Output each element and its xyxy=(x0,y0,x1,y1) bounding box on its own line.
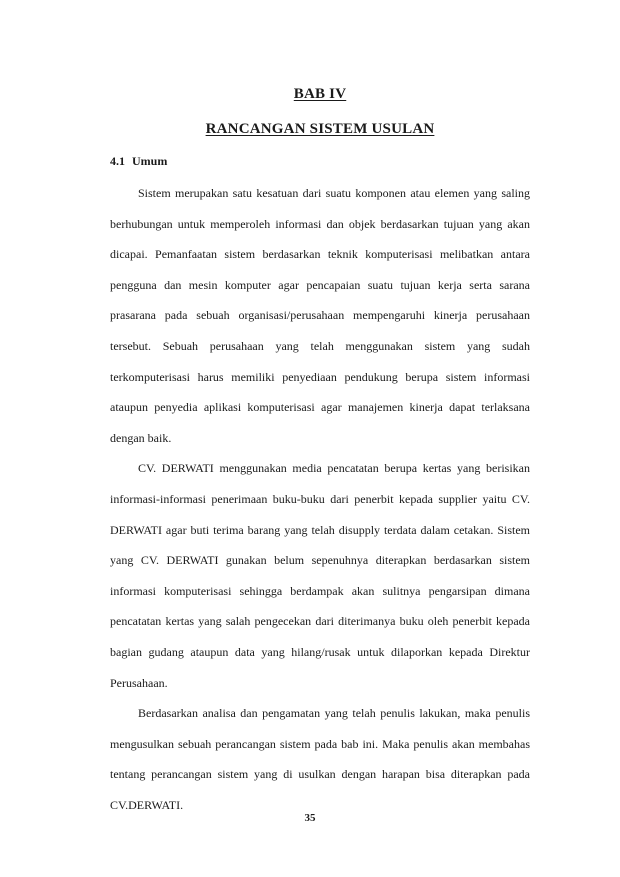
body-text xyxy=(110,178,530,820)
paragraph-1: Sistem merupakan satu kesatuan dari suatu komponen atau elemen yang saling berhubungan untuk memperoleh informasi dan objek berdasarkan tujuan yang akan dicapai. Pemanfaatan sistem berdasarkan teknik komputerisasi melibatkan antara pengguna dan mesin komputer agar pencapaian suatu tujuan kerja serta sarana prasarana pada sebuah organisasi/perusahaan mempengaruhi kinerja perusahaan tersebut. Sebuah perusahaan yang telah menggunakan sistem yang sudah terkomputerisasi harus memiliki penyediaan pendukung berupa sistem informasi ataupun penyedia aplikasi komputerisasi agar manajemen kinerja dapat terlaksana dengan baik. xyxy=(110,186,530,445)
section-heading: 4.1 Umum xyxy=(110,154,168,168)
chapter-title: RANCANGAN SISTEM USULAN xyxy=(205,121,435,137)
paragraph-3: Berdasarkan analisa dan pengamatan yang telah penulis lakukan, maka penulis mengusulkan sebuah perancangan sistem pada bab ini. Maka penulis akan membahas tentang perancangan sistem yang di usulkan dengan harapan bisa diterapkan pada CV.DERWATI. xyxy=(110,706,530,812)
paragraph-2: CV. DERWATI menggunakan media pencatatan berupa kertas yang berisikan informasi-informasi penerimaan buku-buku dari penerbit kepada supplier yaitu CV. DERWATI agar buti terima barang yang telah disupply terdata dalam cetakan. Sistem yang CV. DERWATI gunakan belum sepenuhnya diterapkan berdasarkan sistem informasi komputerisasi sehingga berdampak akan sulitnya pengarsipan dimana pencatatan kertas yang salah pengecekan dari diterimanya buku oleh penerbit kepada bagian gudang ataupun data yang hilang/rusak untuk dilaporkan kepada Direktur Perusahaan. xyxy=(110,461,530,690)
chapter-heading: BAB IV xyxy=(293,86,347,102)
page-number: 35 xyxy=(304,812,316,824)
